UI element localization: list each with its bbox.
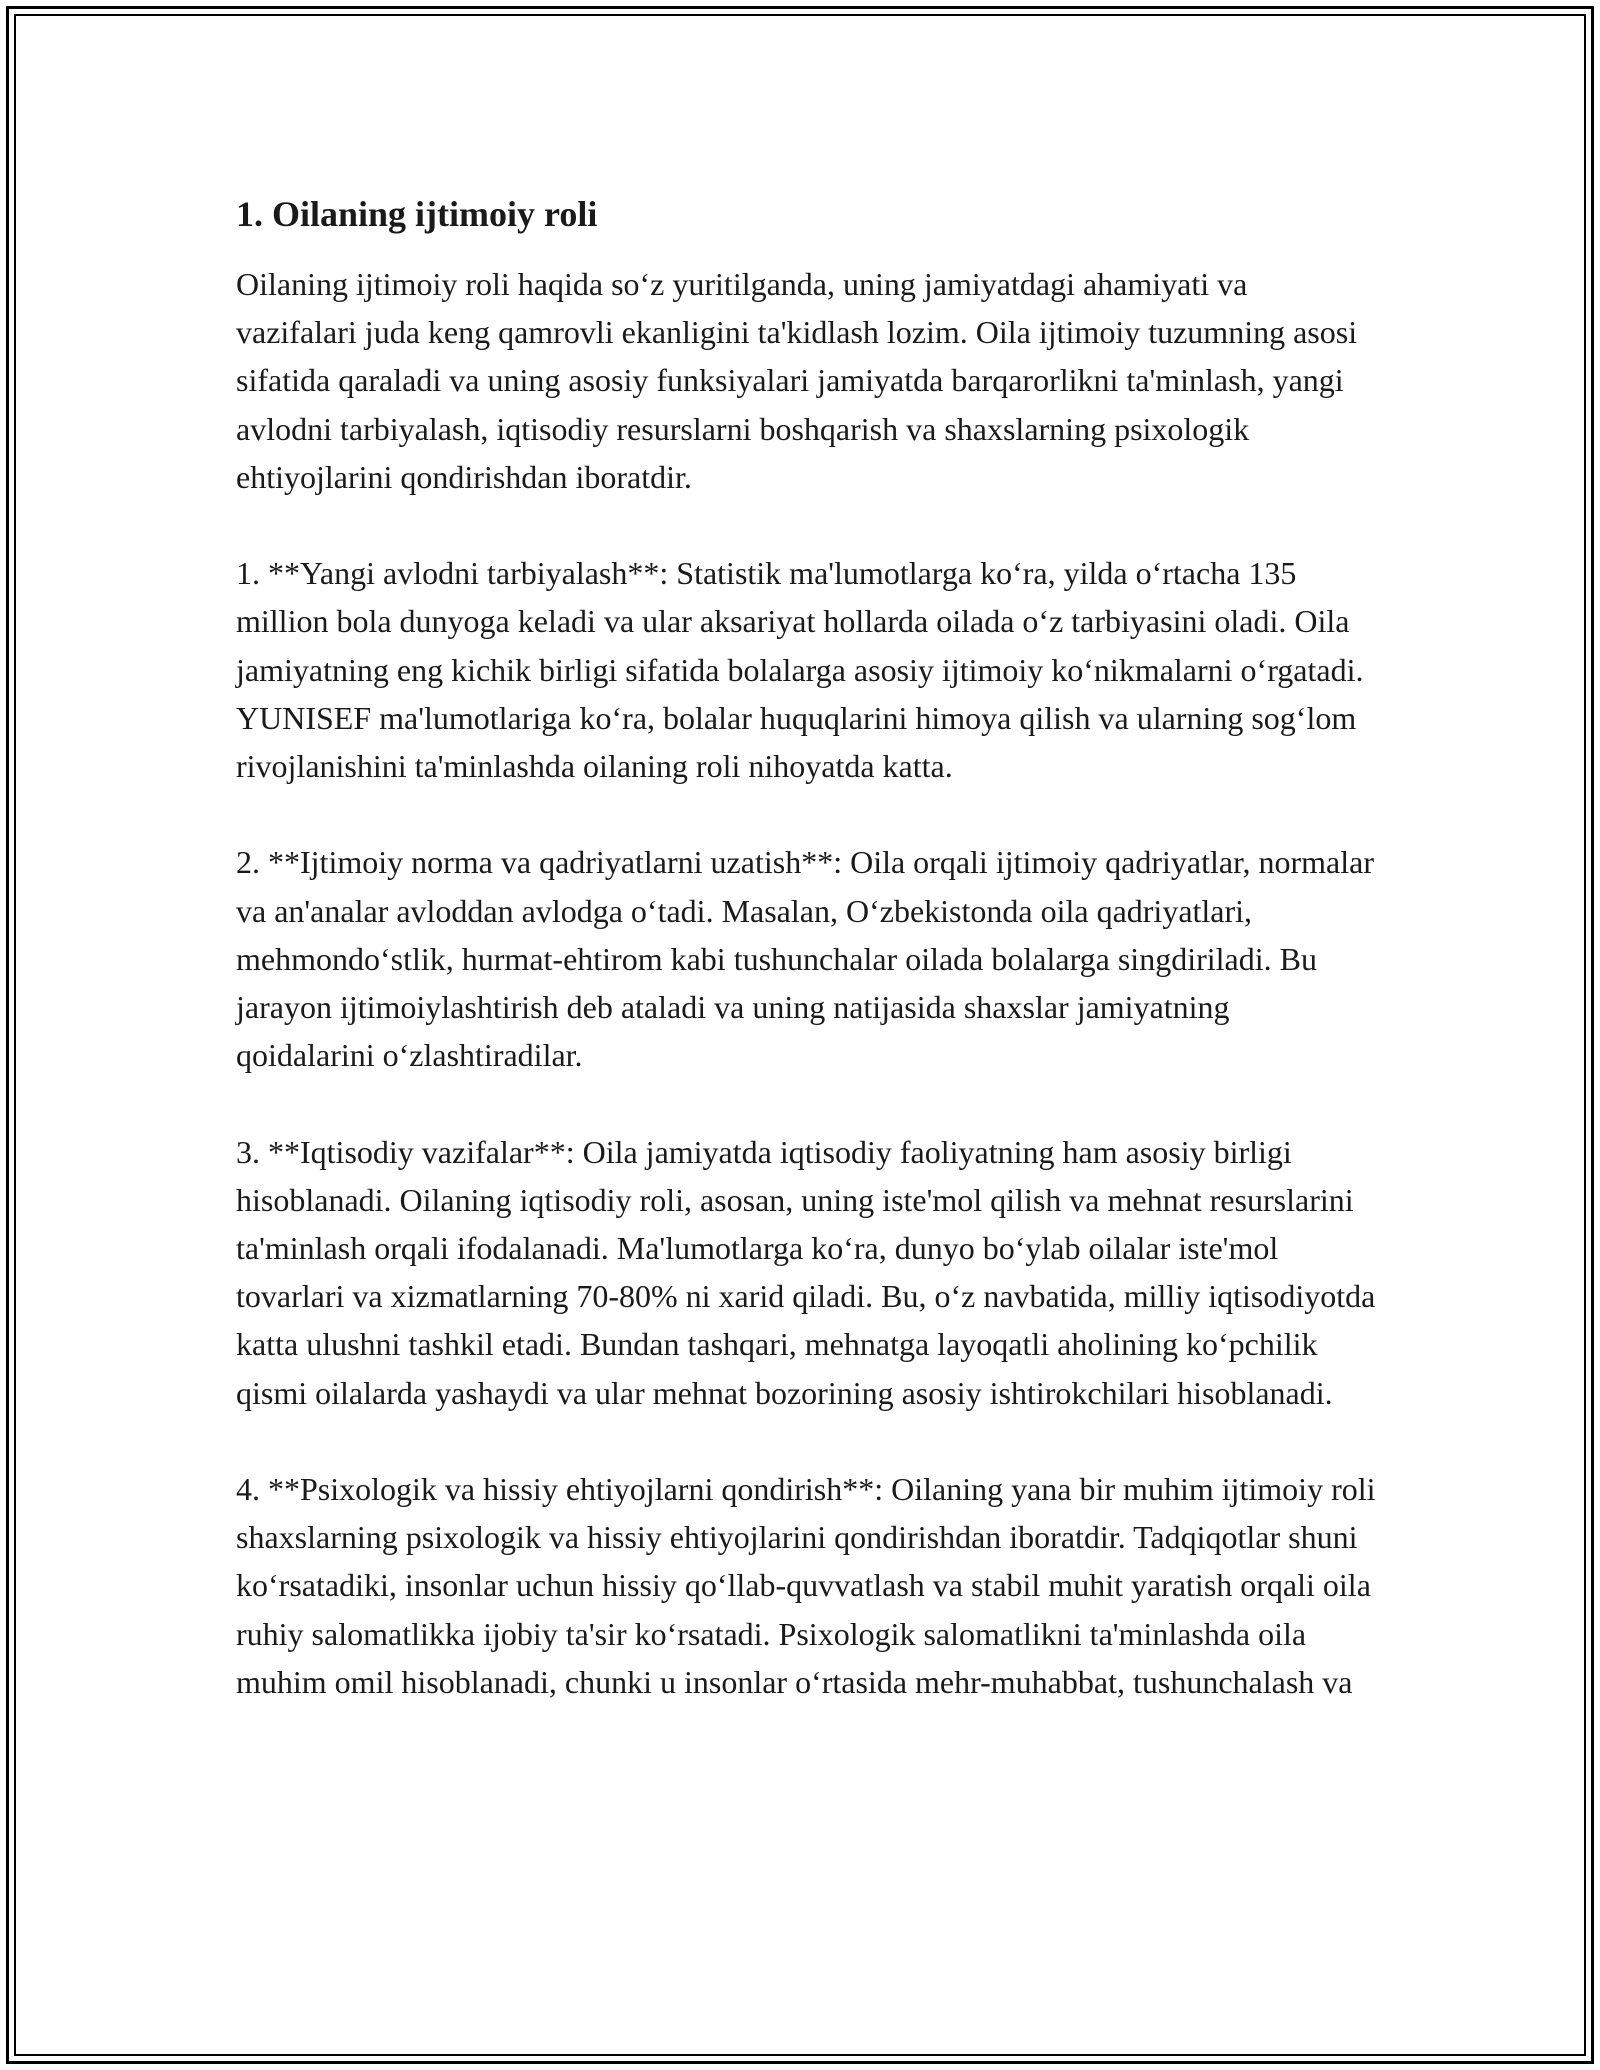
intro-paragraph: Oilaning ijtimoiy roli haqida so‘z yuritilganda, uning jamiyatdagi ahamiyati va vazifalari juda keng qamrovli ekanligini ta'kidlash lozim. Oila ijtimoiy tuzumning asosi sifatida qaraladi va uning asosiy funksiyalari jamiyatda barqarorlikni ta'minlash, yangi avlodni tarbiyalash, iqtisodiy resurslarni boshqarish va shaxslarning psixologik ehtiyojlarini qondirishdan iboratdir. bbox=[236, 266, 1358, 495]
paragraph-norms-values: 2. **Ijtimoiy norma va qadriyatlarni uzatish**: Oila orqali ijtimoiy qadriyatlar, normalar va an'analar avloddan avlodga o‘tadi. Masalan, O‘zbekistonda oila qadriyatlari, mehmondo‘stlik, hurmat-ehtirom kabi tushunchalar oilada bolalarga singdiriladi. Bu jarayon ijtimoiylashtirish deb ataladi va uning natijasida shaxslar jamiyatning qoidalarini o‘zlashtiradilar. bbox=[236, 844, 1374, 1074]
paragraph-upbringing: 1. **Yangi avlodni tarbiyalash**: Statistik ma'lumotlarga ko‘ra, yilda o‘rtacha 135 million bola dunyoga keladi va ular aksariyat hollarda oilada o‘z tarbiyasini oladi. Oila jamiyatning eng kichik birligi sifatida bolalarga asosiy ijtimoiy ko‘nikmalarni o‘rgatadi. YUNISEF ma'lumotlariga ko‘ra, bolalar huquqlarini himoya qilish va ularning sog‘lom rivojlanishini ta'minlashda oilaning roli nihoyatda katta. bbox=[236, 555, 1364, 785]
paragraph-economic: 3. **Iqtisodiy vazifalar**: Oila jamiyatda iqtisodiy faoliyatning ham asosiy birligi hisoblanadi. Oilaning iqtisodiy roli, asosan, uning iste'mol qilish va mehnat resurslarini ta'minlash orqali ifodalanadi. Ma'lumotlarga ko‘ra, dunyo bo‘ylab oilalar iste'mol tovarlari va xizmatlarning 70-80% ni xarid qiladi. Bu, o‘z navbatida, milliy iqtisodiyotda katta ulushni tashkil etadi. Bundan tashqari, mehnatga layoqatli aholining ko‘pchilik qismi oilalarda yashaydi va ular mehnat bozorining asosiy ishtirokchilari hisoblanadi. bbox=[236, 1133, 1376, 1411]
document-body bbox=[236, 186, 1376, 1706]
paragraph-psychological: 4. **Psixologik va hissiy ehtiyojlarni qondirish**: Oilaning yana bir muhim ijtimoiy roli shaxslarning psixologik va hissiy ehtiyojlarini qondirishdan iboratdir. Tadqiqotlar shuni ko‘rsatadiki, insonlar uchun hissiy qo‘llab-quvvatlash va stabil muhit yaratish orqali oila ruhiy salomatlikka ijobiy ta'sir ko‘rsatadi. Psixologik salomatlikni ta'minlashda oila muhim omil hisoblanadi, chunki u insonlar o‘rtasida mehr-muhabbat, tushunchalash va bbox=[236, 1471, 1376, 1700]
section-heading: 1. Oilaning ijtimoiy roli bbox=[236, 194, 598, 234]
